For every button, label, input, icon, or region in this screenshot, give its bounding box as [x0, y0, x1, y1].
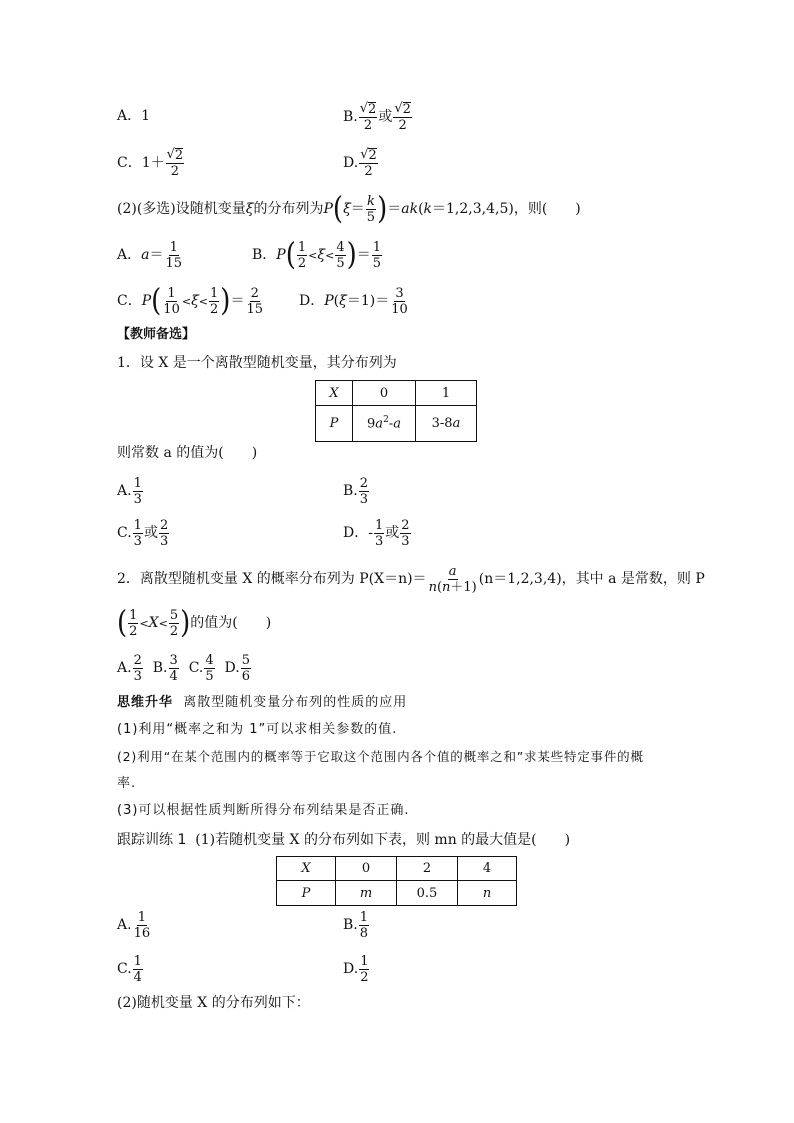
option-c-1 — [117, 143, 185, 183]
or-text: 或 — [143, 525, 158, 541]
t2-options: A. $\frac{2}{3}$ B. $\frac{3}{4}$ C. $\frac{4}{5}$ D. $\frac{5}{6}$ — [117, 652, 251, 684]
summary-p1: (1)利用“概率之和为 1”可以求相关参数的值. — [117, 722, 398, 737]
teacher-section-title: 【教师备选】 — [117, 327, 196, 342]
table-cell: X — [277, 857, 336, 881]
t1-option-d: D．- $\frac{1}{3}$ 或 $\frac{2}{3}$ — [343, 517, 410, 549]
table-cell: 4 — [458, 857, 517, 881]
q2-option-d: D．P(ξ＝1)＝ $\frac{3}{10}$ — [299, 285, 408, 317]
fraction: √ 2 2 — [360, 147, 377, 179]
t2-stem: 2．离散型随机变量 X 的概率分布列为 P(X＝n)＝ $\frac{a}{n(n+1)}$ (n＝1,2,3,4)，其中 a 是常数，则 P — [117, 563, 705, 595]
q2-option-a-prefix: A． — [117, 247, 142, 263]
question-2: (2)(多选)设随机变量ξ的分布列为P(ξ＝ $\frac{k}{5}$ )＝ak(k＝1,2,3,4,5)，则( ) — [117, 191, 581, 227]
tracking-option-c-prefix: C. — [117, 961, 132, 977]
t1-option-c: C. $\frac{1}{3}$ 或 $\frac{2}{3}$ — [117, 517, 169, 549]
table-cell: 3-8a — [416, 406, 477, 442]
tracking-q2: (2)随机变量 X 的分布列如下： — [117, 995, 310, 1011]
t1-option-c-prefix: C. — [117, 525, 132, 541]
table-cell: 0 — [353, 381, 416, 406]
q2-text-mid: 的分布列为 — [253, 201, 324, 217]
t1-option-b-prefix: B. — [343, 483, 358, 499]
option-d-1 — [343, 143, 379, 183]
summary-title: 思维升华 — [117, 695, 174, 710]
table-cell: 2 — [397, 857, 458, 881]
option-b-1 — [343, 92, 413, 142]
tracking-option-a: A. $\frac{1}{16}$ — [117, 909, 151, 941]
option-b-prefix: B. — [343, 109, 358, 125]
t2-stem-end: (n＝1,2,3,4)，其中 a 是常数，则 P — [478, 571, 705, 587]
option-a-text: A．1 — [117, 108, 151, 124]
q2-option-d-prefix: D． — [299, 293, 325, 309]
tracking-option-a-prefix: A. — [117, 917, 132, 933]
tracking-stem-text: (1)若随机变量 X 的分布列如下表，则 mn 的最大值是( ) — [195, 832, 571, 848]
summary-subtitle: 离散型随机变量分布列的性质的应用 — [183, 695, 408, 710]
table-cell: 0.5 — [397, 881, 458, 906]
tracking-option-b: B. $\frac{1}{8}$ — [343, 909, 369, 941]
table-cell: n — [458, 881, 517, 906]
t1-option-a-prefix: A. — [117, 483, 132, 499]
fraction: √ 2 2 — [394, 101, 411, 133]
t2-line2-end: 的值为( ) — [190, 615, 272, 631]
q2-option-c-prefix: C． — [117, 293, 142, 309]
t1-distribution-table — [315, 380, 477, 442]
or-text: 或 — [385, 525, 400, 541]
or-text: 或 — [378, 109, 393, 125]
q2-text-start: (2)(多选)设随机变量 — [117, 201, 246, 217]
table-cell: $9a^2-a$ — [353, 406, 416, 442]
t1-question: 则常数 a 的值为( ) — [117, 445, 258, 461]
summary-p3: (3)可以根据性质判断所得分布列结果是否正确. — [117, 803, 410, 818]
option-a-1 — [117, 107, 150, 125]
xi-symbol: ξ — [245, 201, 254, 217]
t1-option-a: A. $\frac{1}{3}$ — [117, 475, 142, 507]
summary-heading — [117, 694, 407, 712]
tracking-stem — [117, 831, 570, 849]
option-c-prefix: C．1＋ — [117, 155, 165, 171]
t2-stem-line2: ( $\frac{1}{2}$ <X< $\frac{5}{2}$ )的值为( ) — [117, 605, 272, 641]
tracking-option-d: D. $\frac{1}{2}$ — [343, 953, 369, 985]
table-cell: m — [336, 881, 397, 906]
summary-p2b: 率. — [117, 776, 137, 791]
t1-stem: 1．设 X 是一个离散型随机变量，其分布列为 — [117, 355, 397, 371]
tracking-distribution-table — [276, 856, 517, 906]
q2-option-b-prefix: B． — [252, 247, 277, 263]
summary-p2: (2)利用“在某个范围内的概率等于它取这个范围内各个值的概率之和”求某些特定事件的概 — [117, 749, 644, 764]
table-cell: 0 — [336, 857, 397, 881]
tracking-option-b-prefix: B. — [343, 917, 358, 933]
t2-option-a-prefix: A. — [117, 660, 132, 676]
t2-stem-start: 2．离散型随机变量 X 的概率分布列为 P(X＝n)＝ — [117, 571, 427, 587]
tracking-option-c: C. $\frac{1}{4}$ — [117, 953, 142, 985]
fraction: √ 2 2 — [359, 101, 377, 133]
t2-option-b-prefix: B. — [152, 660, 168, 676]
table-cell: 1 — [416, 381, 477, 406]
tracking-option-d-prefix: D. — [343, 961, 359, 977]
table-cell: P — [277, 881, 336, 906]
q2-option-b: B．P( $\frac{1}{2}$ <ξ< $\frac{4}{5}$ )＝ $\frac{1}{5}$ — [252, 237, 382, 273]
table-cell: P — [316, 406, 353, 442]
option-d-prefix: D. — [343, 155, 359, 171]
t2-option-d-prefix: D. — [224, 660, 240, 676]
t2-option-c-prefix: C. — [188, 660, 204, 676]
tracking-title: 跟踪训练 1 — [117, 832, 187, 848]
fraction: √ 2 2 — [166, 147, 184, 179]
table-cell: X — [316, 381, 353, 406]
q2-text-end: ，则( ) — [513, 201, 581, 217]
t1-option-d-prefix: D． — [343, 525, 369, 541]
q2-option-a: A．a＝ $\frac{1}{15}$ — [117, 239, 183, 271]
q2-option-c: C．P( $\frac{1}{10}$ <ξ< $\frac{1}{2}$ )＝ $\frac{2}{15}$ — [117, 283, 263, 319]
t1-option-b: B. $\frac{2}{3}$ — [343, 475, 369, 507]
